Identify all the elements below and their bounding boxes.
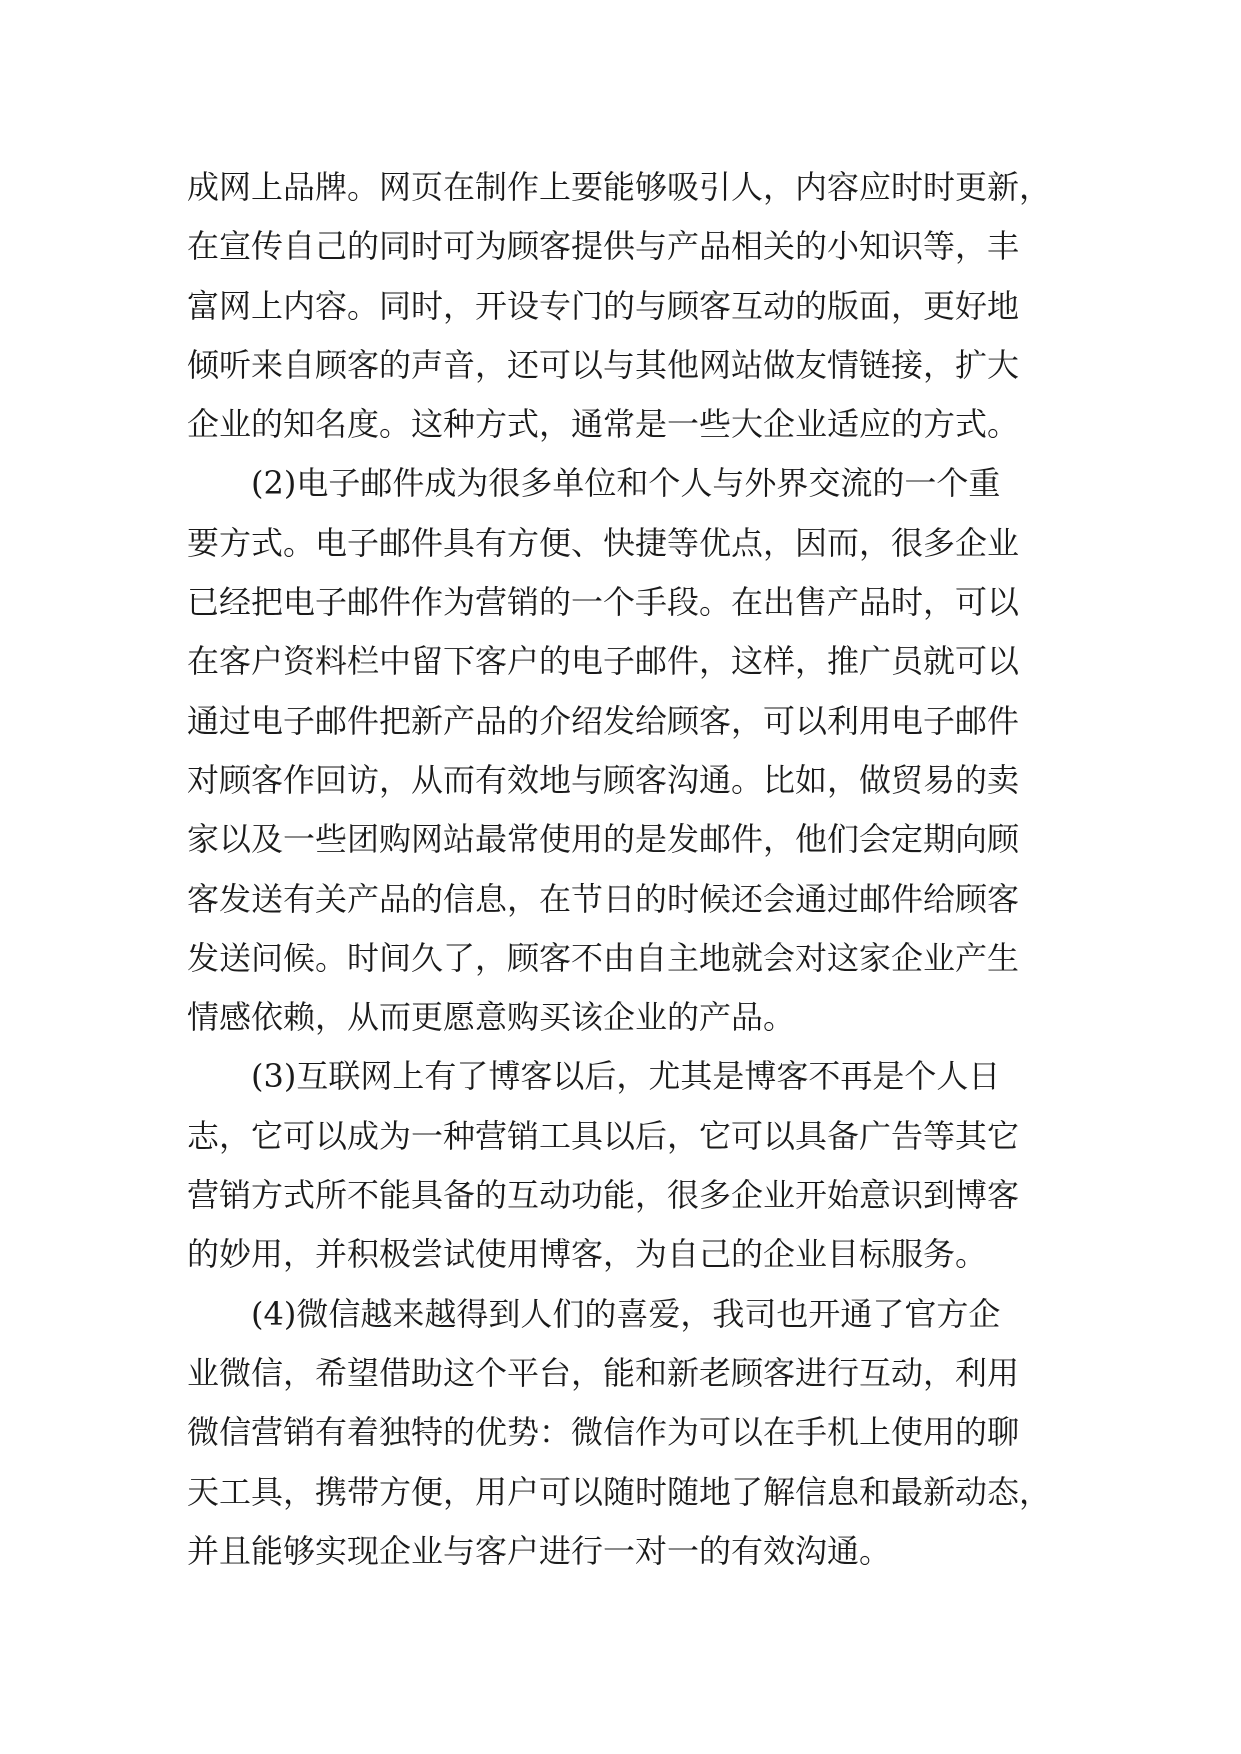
text-line: 家以及一些团购网站最常使用的是发邮件，他们会定期向顾 bbox=[187, 820, 1020, 859]
text-line: 通过电子邮件把新产品的介绍发给顾客，可以利用电子邮件 bbox=[187, 701, 1020, 740]
document-body bbox=[187, 158, 1057, 1581]
text-line: 情感依赖，从而更愿意购买该企业的产品。 bbox=[187, 998, 796, 1037]
text-line: 业微信，希望借助这个平台，能和新老顾客进行互动，利用 bbox=[187, 1353, 1020, 1392]
text-line: 天工具，携带方便，用户可以随时随地了解信息和最新动态， bbox=[187, 1472, 1052, 1511]
text-line: (2)电子邮件成为很多单位和个人与外界交流的一个重 bbox=[251, 464, 1001, 503]
text-line: 志，它可以成为一种营销工具以后，它可以具备广告等其它 bbox=[187, 1116, 1020, 1155]
text-line: (4)微信越来越得到人们的喜爱，我司也开通了官方企 bbox=[251, 1294, 1001, 1333]
paragraph-blog-marketing bbox=[187, 1047, 1057, 1284]
text-line: 发送问候。时间久了，顾客不由自主地就会对这家企业产生 bbox=[187, 938, 1020, 977]
text-line: 成网上品牌。网页在制作上要能够吸引人，内容应时时更新， bbox=[187, 168, 1052, 206]
text-line: 要方式。电子邮件具有方便、快捷等优点，因而，很多企业 bbox=[187, 523, 1020, 562]
text-line: 营销方式所不能具备的互动功能，很多企业开始意识到博客 bbox=[187, 1176, 1020, 1215]
paragraph-website-branding bbox=[187, 158, 1057, 454]
text-line: 对顾客作回访，从而有效地与顾客沟通。比如，做贸易的卖 bbox=[187, 760, 1020, 799]
text-line: 并且能够实现企业与客户进行一对一的有效沟通。 bbox=[187, 1531, 892, 1570]
text-line: (3)互联网上有了博客以后，尤其是博客不再是个人日 bbox=[251, 1057, 1001, 1096]
text-line: 客发送有关产品的信息，在节日的时候还会通过邮件给顾客 bbox=[187, 879, 1020, 918]
paragraph-wechat-marketing bbox=[187, 1285, 1057, 1581]
text-line: 的妙用，并积极尝试使用博客，为自己的企业目标服务。 bbox=[187, 1235, 988, 1274]
text-line: 倾听来自顾客的声音，还可以与其他网站做友情链接，扩大 bbox=[187, 345, 1020, 384]
text-line: 在客户资料栏中留下客户的电子邮件，这样，推广员就可以 bbox=[187, 642, 1020, 681]
text-line: 在宣传自己的同时可为顾客提供与产品相关的小知识等，丰 bbox=[187, 227, 1020, 266]
paragraph-email-marketing bbox=[187, 454, 1057, 1047]
text-line: 微信营销有着独特的优势：微信作为可以在手机上使用的聊 bbox=[187, 1413, 1020, 1452]
text-line: 富网上内容。同时，开设专门的与顾客互动的版面，更好地 bbox=[187, 286, 1020, 325]
text-line: 企业的知名度。这种方式，通常是一些大企业适应的方式。 bbox=[187, 405, 1020, 444]
text-line: 已经把电子邮件作为营销的一个手段。在出售产品时，可以 bbox=[187, 583, 1020, 622]
